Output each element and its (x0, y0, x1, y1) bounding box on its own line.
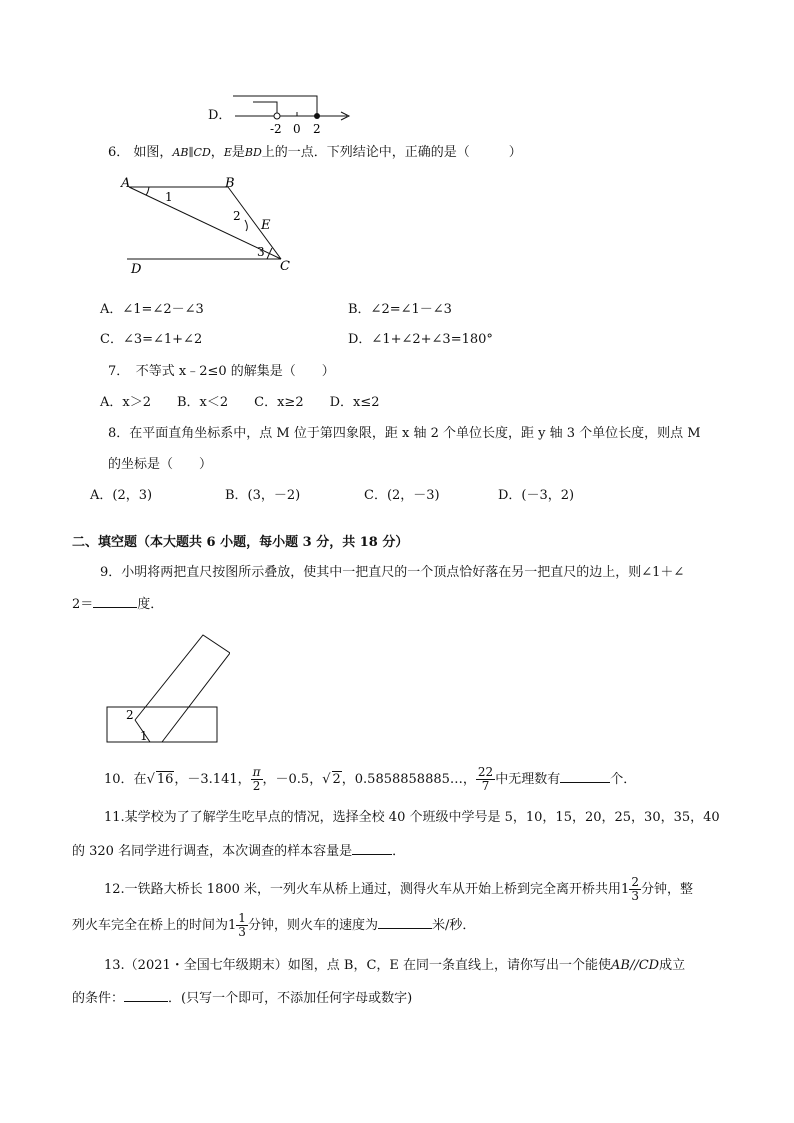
q6-option-b: B．∠2=∠1－∠3 (348, 302, 452, 317)
q5-option-d-label: D． (208, 108, 232, 123)
q10-answer-blank[interactable] (560, 770, 610, 783)
q9-line2: 2＝ 度． (72, 597, 164, 612)
q6-option-c: C．∠3=∠1+∠2 (100, 332, 203, 347)
q9-rulers-figure (100, 625, 230, 747)
q6-option-d: D．∠1+∠2+∠3=180° (348, 332, 493, 347)
label-D: D (131, 262, 142, 277)
label-angle-2: 2 (233, 209, 241, 223)
angle-2-arc (245, 220, 247, 231)
horizontal-ruler (107, 707, 217, 742)
q11-line1: 11.某学校为了了解学生吃早点的情况，选择全校 40 个班级中学号是 5，10，15，20，25，30，35，40 (104, 810, 720, 825)
q8-option-b: B．(3，－2) (225, 488, 301, 503)
q9-line1: 9．小明将两把直尺按图所示叠放，使其中一把直尺的一个顶点恰好落在另一把直尺的边上，则∠1＋∠ (100, 565, 685, 580)
tick-label-neg2: -2 (270, 122, 282, 136)
q9-answer-blank[interactable] (93, 595, 137, 608)
section-2-heading: 二、填空题（本大题共 6 小题，每小题 3 分，共 18 分） (72, 535, 409, 550)
q12-line1: 12.一铁路大桥长 1800 米，一列火车从桥上通过，测得火车从开始上桥到完全离开桥共用1 $\frac{2}{3}$ 分钟，整 (104, 875, 693, 904)
q8-stem-line1: 8．在平面直角坐标系中，点 M 位于第四象限，距 x 轴 2 个单位长度，距 y 轴 3 个单位长度，则点 M (108, 426, 701, 441)
q6-option-a: A．∠1=∠2－∠3 (100, 302, 204, 317)
q7-stem: 7． 不等式 x﹣2≤0 的解集是（ ） (108, 364, 335, 379)
q13-line2: 的条件： ．(只写一个即可，不添加任何字母或数字) (72, 991, 413, 1006)
angle-1-arc (146, 187, 149, 195)
tick-label-0: 0 (293, 122, 301, 136)
ray-left-upper (233, 96, 317, 116)
q12-line2: 列火车完全在桥上的时间为1 $\frac{1}{3}$ 分钟，则火车的速度为 米/秒． (72, 911, 476, 940)
q12-answer-blank[interactable] (378, 916, 432, 929)
label-angle-1: 1 (165, 190, 173, 204)
q13-answer-blank[interactable] (124, 989, 168, 1002)
q10-line: 10．在√ 16，－3.141， $\frac{\pi}{2}$ ，－0.5，√ 2，0.5858858885…， $\frac{22}{7}$ 中无理数有 个． (104, 765, 637, 794)
label-C: C (280, 259, 290, 274)
q8-option-d: D．(－3，2) (498, 488, 575, 503)
label-E: E (261, 218, 271, 233)
label-B: B (225, 176, 235, 191)
q6-stem: 6． 如图，AB∥CD，E是BD上的一点．下列结论中，正确的是（ ） (108, 145, 522, 160)
label-angle-3: 3 (257, 245, 265, 259)
tick-label-2: 2 (313, 122, 321, 136)
q8-stem-line2: 的坐标是（ ） (108, 457, 213, 472)
line-bc (228, 187, 281, 259)
q7-options: A．x＞2 B．x＜2 C．x≥2 D．x≤2 (100, 395, 380, 410)
q8-option-a: A．(2，3) (90, 488, 153, 503)
label-angle-1: 1 (140, 729, 148, 743)
q6-figure (115, 170, 315, 280)
number-line-figure (225, 92, 355, 138)
q11-line2: 的 320 名同学进行调查，本次调查的样本容量是 ． (72, 844, 406, 859)
label-angle-2: 2 (126, 708, 134, 722)
label-A: A (121, 176, 131, 191)
solid-point (314, 113, 320, 119)
tilted-ruler (135, 635, 230, 742)
q13-line1: 13.（2021・全国七年级期末）如图，点 B，C，E 在同一条直线上，请你写出一个能使AB//CD成立 (104, 958, 686, 973)
q8-option-c: C．(2，－3) (364, 488, 440, 503)
q11-answer-blank[interactable] (352, 842, 392, 855)
ray-left-lower (253, 102, 277, 116)
open-point (274, 113, 280, 119)
angle-3-arc (267, 248, 272, 259)
